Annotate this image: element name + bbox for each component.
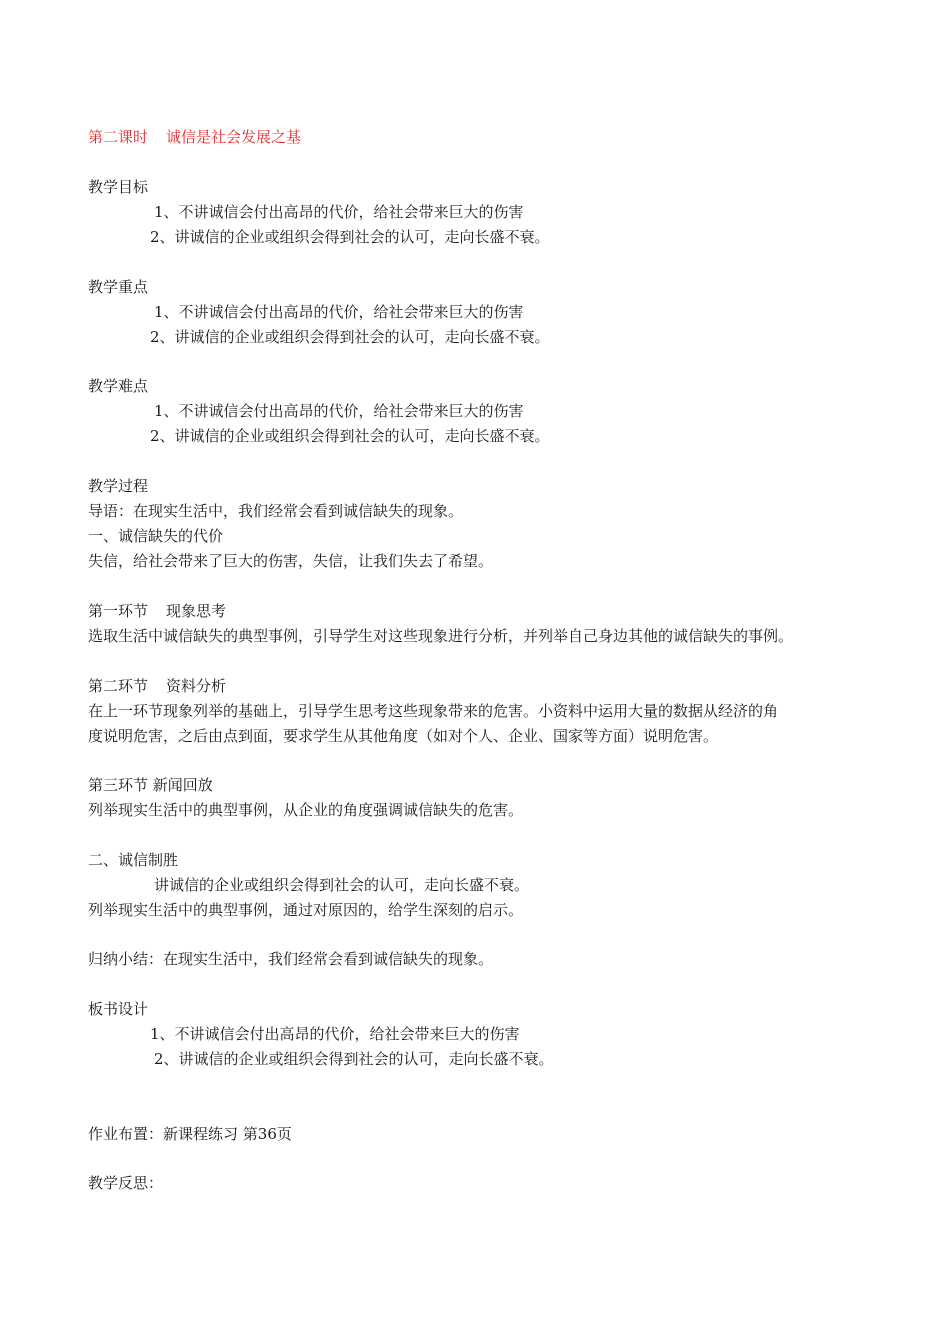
objectives-heading: 教学目标 [88, 178, 149, 196]
lesson-number: 第二课时 [88, 128, 149, 146]
part2-text: 列举现实生活中的典型事例，通过对原因的，给学生深刻的启示。 [88, 901, 524, 919]
difficulty-item: 2、讲诚信的企业或组织会得到社会的认可，走向长盛不衰。 [150, 427, 550, 445]
part2-text: 讲诚信的企业或组织会得到社会的认可，走向长盛不衰。 [154, 876, 530, 894]
step2-title: 第二环节 [88, 677, 149, 695]
step1-name: 现象思考 [166, 602, 227, 620]
part2-heading: 二、诚信制胜 [88, 851, 179, 869]
objective-item: 1、不讲诚信会付出高昂的代价，给社会带来巨大的伤害 [154, 203, 524, 221]
homework-text: 作业布置：新课程练习 第36页 [88, 1125, 292, 1143]
process-heading: 教学过程 [88, 477, 149, 495]
step2-text: 度说明危害，之后由点到面，要求学生从其他角度（如对个人、企业、国家等方面）说明危害。 [88, 727, 719, 745]
board-item: 1、不讲诚信会付出高昂的代价，给社会带来巨大的伤害 [150, 1025, 520, 1043]
process-intro: 导语：在现实生活中，我们经常会看到诚信缺失的现象。 [88, 502, 464, 520]
step2-name: 资料分析 [166, 677, 227, 695]
board-item: 2、讲诚信的企业或组织会得到社会的认可，走向长盛不衰。 [154, 1050, 554, 1068]
lesson-topic: 诚信是社会发展之基 [166, 128, 302, 146]
reflection-heading: 教学反思： [88, 1174, 164, 1192]
step3-heading: 第三环节 新闻回放 [88, 776, 213, 794]
step3-text: 列举现实生活中的典型事例，从企业的角度强调诚信缺失的危害。 [88, 801, 524, 819]
step1-title: 第一环节 [88, 602, 149, 620]
board-heading: 板书设计 [88, 1000, 149, 1018]
summary-text: 归纳小结：在现实生活中，我们经常会看到诚信缺失的现象。 [88, 950, 494, 968]
lesson-title [88, 127, 301, 147]
difficulty-item: 1、不讲诚信会付出高昂的代价，给社会带来巨大的伤害 [154, 402, 524, 420]
step2-text: 在上一环节现象列举的基础上，引导学生思考这些现象带来的危害。小资料中运用大量的数据从经济的角 [88, 702, 779, 720]
difficulties-heading: 教学难点 [88, 377, 149, 395]
key-point-item: 1、不讲诚信会付出高昂的代价，给社会带来巨大的伤害 [154, 303, 524, 321]
objective-item: 2、讲诚信的企业或组织会得到社会的认可，走向长盛不衰。 [150, 228, 550, 246]
step1-heading [88, 601, 226, 621]
step1-text: 选取生活中诚信缺失的典型事例，引导学生对这些现象进行分析，并列举自己身边其他的诚信缺失的事例。 [88, 627, 794, 645]
part1-heading: 一、诚信缺失的代价 [88, 527, 224, 545]
step2-heading [88, 676, 226, 696]
part1-text: 失信，给社会带来了巨大的伤害，失信，让我们失去了希望。 [88, 552, 494, 570]
key-points-heading: 教学重点 [88, 278, 149, 296]
key-point-item: 2、讲诚信的企业或组织会得到社会的认可，走向长盛不衰。 [150, 328, 550, 346]
